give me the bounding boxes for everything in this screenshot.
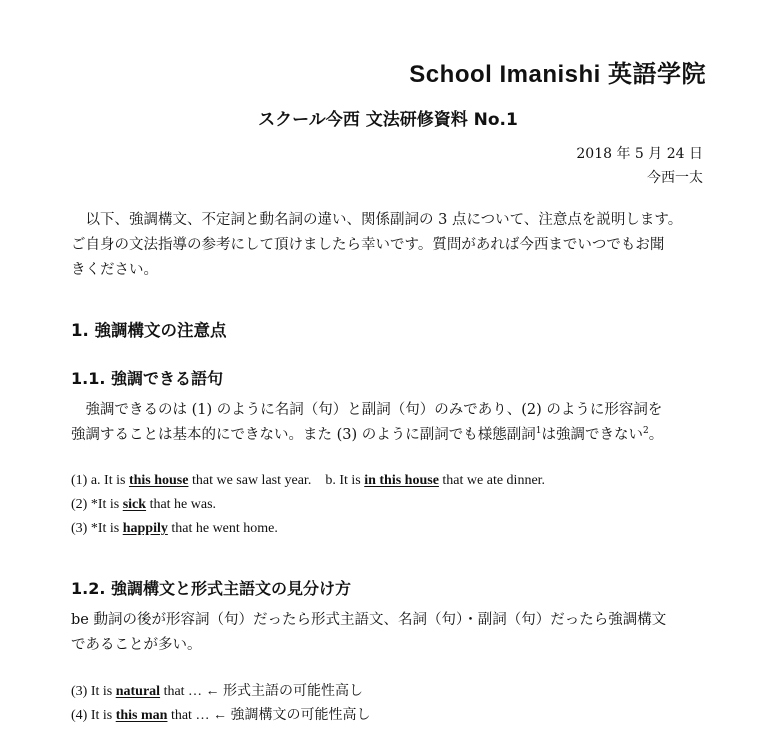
example-text: (3) *It is	[71, 521, 123, 536]
school-brand: School Imanishi 英語学院	[409, 61, 706, 88]
text-run: は強調できない	[541, 427, 643, 443]
emphasized-phrase: natural	[115, 684, 161, 699]
example-5	[71, 704, 370, 728]
emphasized-phrase: this man	[115, 708, 168, 723]
section-1-heading: 1. 強調構文の注意点	[71, 321, 227, 340]
example-text: that we ate dinner.	[438, 473, 546, 488]
example-2	[71, 493, 216, 517]
paragraph-line: 強調できるのは (1) のように名詞（句）と副詞（句）のみであり、(2) のように形容詞を	[71, 402, 663, 418]
section-1-1-paragraph	[71, 398, 711, 448]
example-text: that … ← 強調構文の可能性高し	[167, 708, 371, 723]
example-1	[71, 469, 545, 493]
example-text: that he was.	[146, 497, 217, 512]
example-text: (1) a. It is	[71, 473, 129, 488]
emphasized-phrase: this house	[128, 473, 189, 488]
document-author: 今西一太	[647, 170, 703, 186]
example-text: that he went home.	[167, 521, 278, 536]
example-3	[71, 517, 278, 541]
example-text: (3) It is	[71, 684, 116, 699]
footnote-ref: 2	[643, 426, 649, 437]
intro-line: きください。	[71, 262, 158, 278]
intro-paragraph	[71, 208, 711, 283]
document-title: スクール今西 文法研修資料 No.1	[258, 110, 518, 130]
example-text: (4) It is	[71, 708, 116, 723]
section-1-1-heading: 1.1. 強調できる語句	[71, 369, 223, 388]
emphasized-phrase: in this house	[364, 473, 439, 488]
text-run: 強調することは基本的にできない。また (3) のように副詞でも様態副詞	[71, 427, 536, 443]
emphasized-phrase: happily	[122, 521, 168, 536]
paragraph-line	[71, 423, 711, 448]
example-4	[71, 680, 363, 704]
example-text: that … ← 形式主語の可能性高し	[160, 684, 364, 699]
document-date: 2018 年 5 月 24 日	[576, 146, 703, 162]
footnote-ref: 1	[535, 426, 542, 437]
emphasized-phrase: sick	[122, 497, 147, 512]
text-run: 。	[648, 427, 664, 443]
intro-line: 以下、強調構文、不定詞と動名詞の違い、関係副詞の 3 点について、注意点を説明します。	[71, 212, 683, 228]
example-text: (2) *It is	[71, 497, 123, 512]
paragraph-line: であることが多い。	[71, 637, 202, 653]
paragraph-line: be 動詞の後が形容詞（句）だったら形式主語文、名詞（句）・副詞（句）だったら強調構文	[71, 612, 667, 628]
example-text: b. It is	[325, 473, 365, 488]
section-1-2-heading: 1.2. 強調構文と形式主語文の見分け方	[71, 579, 351, 598]
intro-line: ご自身の文法指導の参考にして頂けましたら幸いです。質問があれば今西までいつでもお聞	[71, 237, 665, 253]
section-1-2-paragraph	[71, 608, 711, 658]
example-text: that we saw last year.	[188, 473, 312, 488]
